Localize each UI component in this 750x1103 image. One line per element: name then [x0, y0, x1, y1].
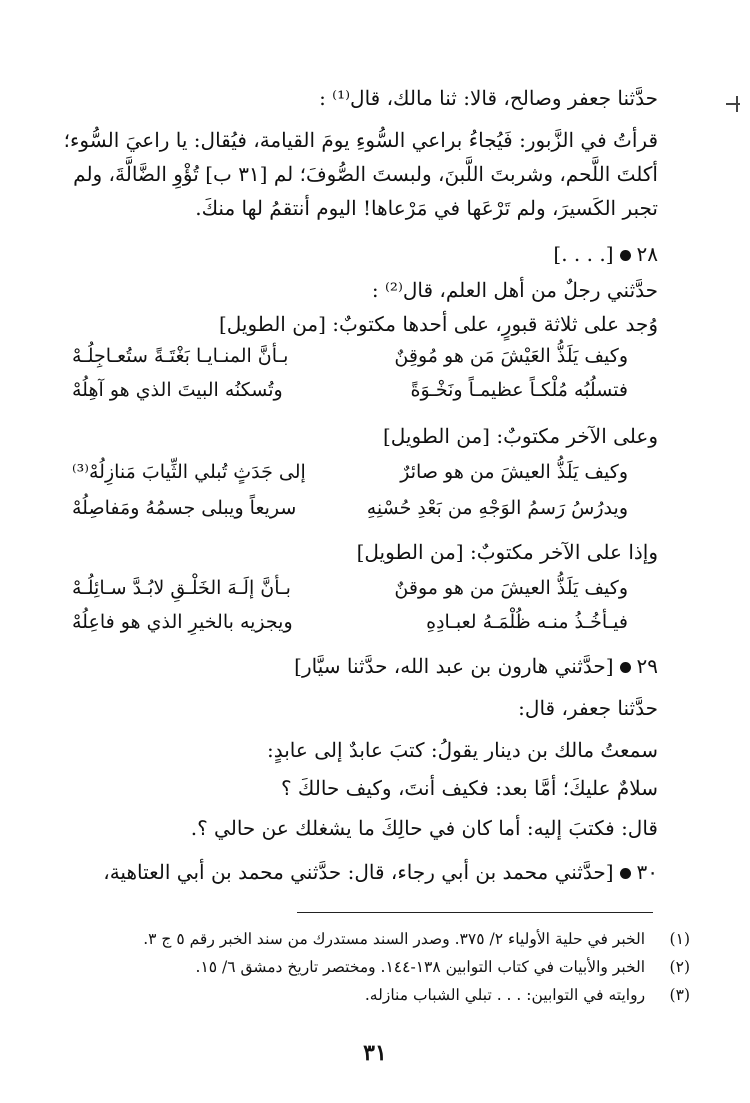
verse-hemistich-left: سريعاً ويبلى جسمُهُ ومَفاصِلُهْ: [72, 497, 297, 519]
report-header-29: [294, 652, 658, 680]
bullet-icon: [620, 868, 631, 879]
verse-row-3: [72, 458, 658, 486]
verse-hemistich-left: ويجزيه بالخيرِ الذي هو فاعِلُهْ: [72, 611, 293, 633]
report-isnad: [حدَّثني هارون بن عبد الله، حدَّثنا سيَّار]: [294, 654, 614, 678]
verse-hemistich-right: وكيف يَلَذُّ العيشَ من هو صائرٌ: [400, 461, 628, 483]
footnote-number: (٢): [669, 958, 690, 976]
bullet-icon: [620, 250, 631, 261]
footnote-divider: [297, 912, 653, 913]
text-line-2: قرأتُ في الزَّبور: فَيُجاءُ براعي السُّوءِ يومَ القيامة، فيُقال: يا راعيَ السُّوء؛: [63, 128, 658, 152]
verse-hemistich-right: ويدرُسُ رَسمُ الوَجْهِ من بَعْدِ حُسْنِهِ: [366, 497, 628, 519]
report-ellipsis: [. . . .]: [553, 242, 614, 266]
verse-hemistich-right: وكيف يَلَذُّ العيشَ من هو موقنٌ: [394, 577, 628, 599]
text-line-6: حدَّثني رجلٌ من أهل العلم، قال⁽²⁾ :: [371, 278, 658, 302]
text-line-17: حدَّثنا جعفر، قال:: [518, 696, 658, 720]
text-line-13: وإذا على الآخر مكتوبٌ: [من الطويل]: [356, 540, 658, 564]
verse-hemistich-left: بـأنَّ إلَـهَ الخَلْـقِ لابُـدَّ سـائِلُـهْ: [72, 577, 291, 599]
report-isnad: [حدَّثني محمد بن أبي رجاء، قال: حدَّثني محمد بن أبي العتاهية،: [103, 860, 614, 884]
verse-row-6: [72, 608, 658, 636]
footnote-number: (١): [669, 930, 690, 948]
bullet-icon: [620, 662, 631, 673]
verse-hemistich-left: وتُسكنُه البيتَ الذي هو آهِلُهْ: [72, 379, 283, 401]
text-line-7: وُجد على ثلاثة قبورٍ، على أحدها مكتوبٌ: [من الطويل]: [218, 312, 658, 336]
footnote-3: [365, 984, 690, 1006]
verse-row-5: [72, 574, 658, 602]
footnote-text: الخبر والأبيات في كتاب التوابين ١٣٨-١٤٤. ومختصر تاريخ دمشق ٦/ ١٥.: [195, 958, 646, 976]
footnote-1: [143, 928, 690, 950]
report-number: ٢٨: [636, 242, 658, 266]
footnote-number: (٣): [669, 986, 690, 1004]
text-line-1: حدَّثنا جعفر وصالح، قالا: ثنا مالك، قال⁽¹⁾ :: [319, 86, 658, 110]
text-line-18: سمعتُ مالك بن دينار يقولُ: كتبَ عابدٌ إلى عابدٍ:: [267, 738, 658, 762]
verse-row-2: [72, 376, 658, 404]
verse-hemistich-right: فيـأخُـذُ منـه ظُلْمَـهُ لعبـادِهِ: [426, 611, 628, 633]
report-number: ٣٠: [636, 860, 658, 884]
page-number: ٣١: [363, 1040, 387, 1066]
text-line-3: أكلتَ اللَّحم، وشربتَ اللَّبنَ، ولبستَ الصُّوفَ؛ لم [٣١ ب] تُؤْوِ الضَّالَّةَ، ولم: [73, 162, 658, 186]
margin-mark-vertical: [736, 96, 738, 112]
text-line-10: وعلى الآخر مكتوبٌ: [من الطويل]: [382, 424, 658, 448]
text-line-20: قال: فكتبَ إليه: أما كان في حالِكَ ما يشغلك عن حالي ؟.: [190, 816, 658, 840]
footnote-text: روايته في التوابين: . . . تبلي الشباب منازله.: [364, 986, 646, 1004]
text-line-4: تجبر الكَسيرَ، ولم تَرْعَها في مَرْعاها! اليوم أنتقمُ لها منكَ.: [195, 196, 658, 220]
verse-hemistich-left: إلى جَدَثٍ تُبلي الثِّيابَ مَنازِلُهْ⁽³⁾: [72, 461, 306, 483]
verse-hemistich-right: وكيف يَلَذُّ العَيْشَ مَن هو مُوقِنٌ: [394, 345, 628, 367]
verse-row-1: [72, 342, 658, 370]
report-number: ٢٩: [636, 654, 658, 678]
footnote-text: الخبر في حلية الأولياء ٢/ ٣٧٥. وصدر السند مستدرك من سند الخبر رقم ٥ ج ٣.: [143, 930, 646, 948]
report-header-28: [553, 240, 658, 268]
verse-row-4: [72, 494, 658, 522]
footnote-2: [196, 956, 691, 978]
report-header-30: [103, 858, 658, 886]
verse-hemistich-left: بـأنَّ المنـايـا بَغْتَـةً ستُعـاجِلُـهْ: [72, 345, 289, 367]
text-line-19: سلامٌ عليكَ؛ أمَّا بعد: فكيف أنتَ، وكيف حالكَ ؟: [280, 776, 658, 800]
verse-hemistich-right: فتسلُبُه مُلْكـاً عظيمـاً ونَخْـوَةً: [410, 379, 628, 401]
